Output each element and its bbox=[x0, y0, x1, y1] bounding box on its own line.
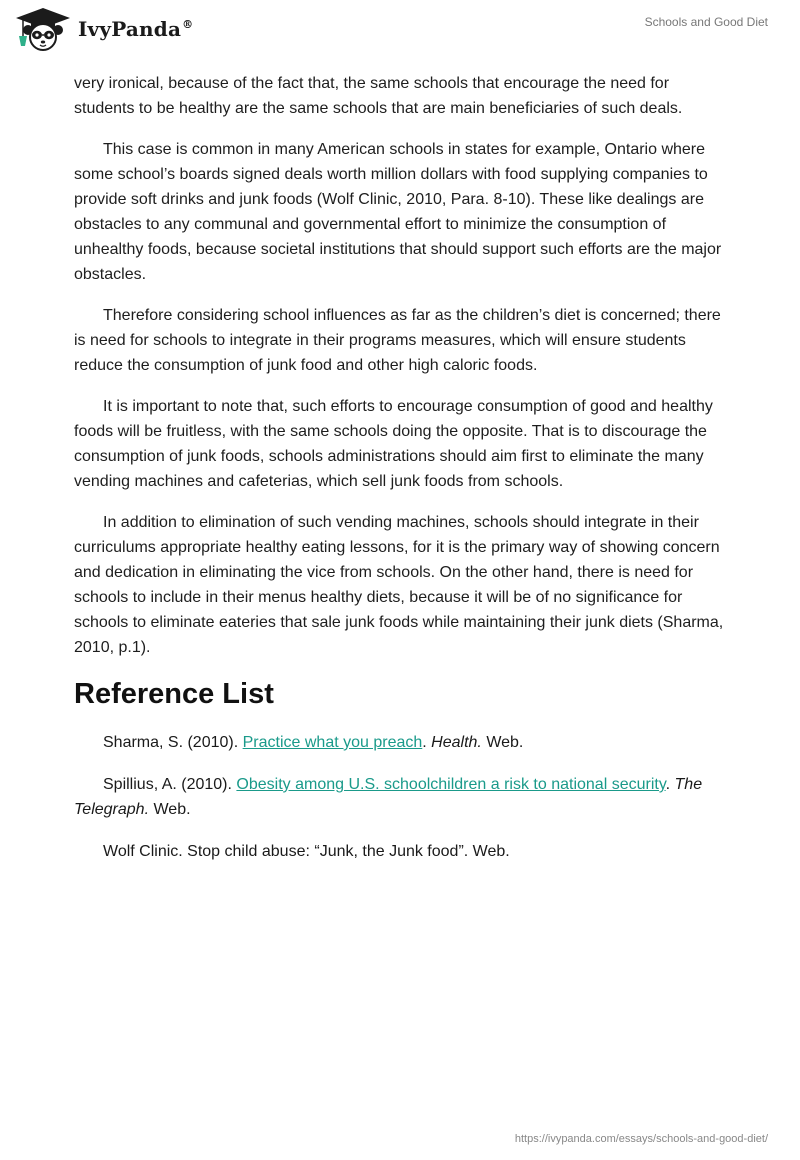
reference-item bbox=[74, 730, 726, 755]
paragraph: It is important to note that, such efforts to encourage consumption of good and healthy foods will be fruitless, with the same schools doing the opposite. That is to discourage the consumption of junk foods, schools administrations should aim first to eliminate the many vending machines and cafeterias, which sell junk foods from schools. bbox=[74, 398, 713, 490]
document-title: Schools and Good Diet bbox=[644, 15, 768, 29]
reference-text: Wolf Clinic. Stop child abuse: “Junk, the Junk food”. Web. bbox=[103, 843, 510, 860]
page-url: https://ivypanda.com/essays/schools-and-good-diet/ bbox=[514, 1133, 768, 1145]
paragraph: Therefore considering school influences as far as the children’s diet is concerned; there is need for schools to integrate in their programs measures, which will ensure students reduce the consumption of junk food and other high caloric foods. bbox=[74, 307, 721, 374]
paragraph: In addition to elimination of such vending machines, schools should integrate in their curriculums appropriate healthy eating lessons, for it is the primary way of showing concern and dedication in eliminating the vice from schools. On the other hand, there is need for schools to include in their menus healthy diets, because it will be of no significance for schools to eliminate eateries that sale junk foods while maintaining their junk diets (Sharma, 2010, p.1). bbox=[74, 514, 724, 656]
paragraph: This case is common in many American schools in states for example, Ontario where some school’s boards signed deals worth million dollars with food supplying companies to provide soft drinks and junk foods (Wolf Clinic, 2010, Para. 8-10). These like dealings are obstacles to any communal and governmental effort to minimize the consumption of unhealthy foods, because societal institutions that should support such efforts are the major obstacles. bbox=[74, 141, 722, 283]
logo-wordmark: IvyPanda® bbox=[78, 17, 194, 41]
essay-body bbox=[74, 71, 726, 881]
reference-link[interactable]: Practice what you preach bbox=[242, 734, 423, 751]
reference-link[interactable]: Obesity among U.S. schoolchildren a risk to national security bbox=[236, 776, 666, 793]
reference-author: Spillius, A. (2010). bbox=[103, 776, 237, 793]
reference-suffix: Web. bbox=[481, 734, 524, 751]
reference-source: Health. bbox=[431, 734, 482, 751]
reference-list-heading: Reference List bbox=[74, 678, 274, 710]
reference-item bbox=[74, 772, 726, 822]
ivypanda-logo[interactable] bbox=[14, 6, 193, 52]
reference-source: The Telegraph. bbox=[74, 776, 703, 818]
reference-separator: . bbox=[665, 776, 675, 793]
reference-suffix: Web. bbox=[149, 801, 191, 818]
reference-author: Sharma, S. (2010). bbox=[103, 734, 243, 751]
reference-item bbox=[74, 839, 726, 864]
page-header bbox=[0, 0, 800, 70]
paragraph-continuation: very ironical, because of the fact that, the same schools that encourage the need for students to be healthy are the same schools that are main beneficiaries of such deals. bbox=[74, 75, 683, 117]
reference-separator: . bbox=[422, 734, 432, 751]
panda-graduate-icon bbox=[14, 6, 72, 52]
